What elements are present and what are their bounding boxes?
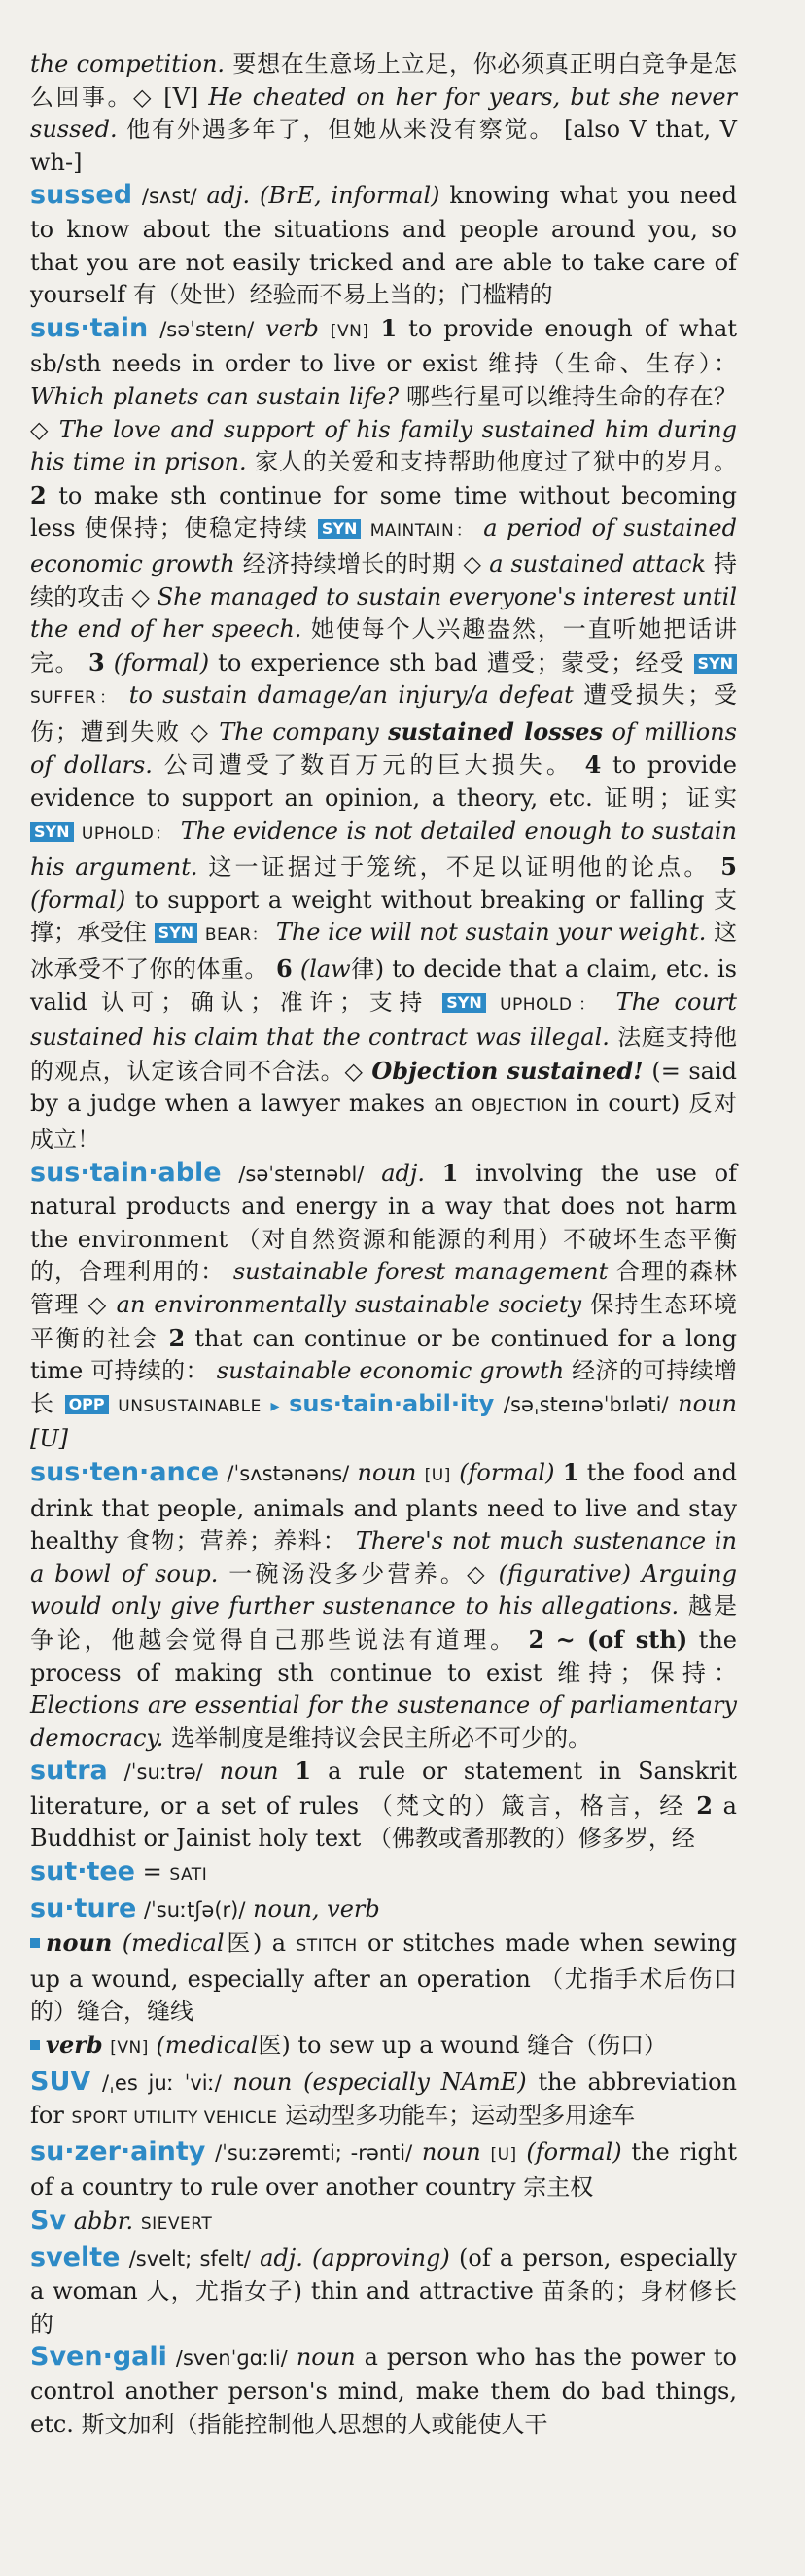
entry-sustenance <box>30 1456 737 1755</box>
translation: 运动型多功能车；运动型多用途车 <box>285 2102 636 2130</box>
derivative-pronunciation: /səˌsteɪnəˈbɪləti/ <box>503 1392 669 1416</box>
register-label: (especially NAmE) <box>303 2068 527 2096</box>
derivative-word: sus·tain·abil·ity <box>289 1389 495 1417</box>
synonym-tag: SYN <box>442 993 486 1013</box>
register-label: (medical <box>156 2032 259 2060</box>
suture-headline <box>30 1893 737 1928</box>
synonym-word: UPHOLD： <box>81 823 173 844</box>
entry-suv <box>30 2066 737 2136</box>
register-label: (formal) <box>30 886 126 914</box>
translation: 人，尤指女子) <box>146 2278 303 2306</box>
register-label: (formal) <box>526 2138 622 2166</box>
entry-sustain <box>30 312 737 1157</box>
pronunciation: /səˈsteɪnəbl/ <box>238 1162 365 1186</box>
example: to sustain damage/an injury/a defeat <box>128 681 574 710</box>
headword: sutra <box>30 1756 108 1787</box>
grammar-label: [VN] <box>110 2038 149 2059</box>
example: a period of sustained economic growth <box>30 514 737 577</box>
synonym-word: MAINTAIN： <box>369 521 474 541</box>
translation: 持续的攻击 ◇ <box>30 549 737 610</box>
example: sustainable economic growth <box>216 1357 565 1385</box>
translation: 维持；保持： <box>557 1658 737 1687</box>
part-of-speech: adj. <box>381 1159 425 1187</box>
translation: 宗主权 <box>523 2174 594 2202</box>
register-label: (approving) <box>312 2244 450 2272</box>
headword: su·ture <box>30 1893 137 1924</box>
register-label: (BrE, informal) <box>260 182 440 210</box>
example: The ice will not sustain your weight. <box>275 919 707 947</box>
definition: a <box>271 1930 287 1958</box>
grammar-label: [VN] <box>330 321 369 341</box>
example: The court sustained his claim that the contract was illegal. <box>30 988 737 1052</box>
synonym-tag: SYN <box>155 923 198 943</box>
example: He cheated on her for years, but she never sussed. <box>30 83 737 144</box>
part-of-speech: adj. <box>206 182 251 210</box>
translation: 法庭支持他的观点，认定该合同不合法。◇ <box>30 1024 738 1085</box>
square-bullet-icon <box>30 2040 40 2050</box>
example: the competition. <box>30 51 226 78</box>
example: The evidence is not detailed enough to sustain his argument. <box>30 817 737 882</box>
cross-reference: SATI <box>169 1865 208 1886</box>
example: a sustained attack <box>489 549 707 577</box>
headword: SUV <box>30 2066 91 2097</box>
translation: 经济的可持续增长 <box>30 1357 737 1417</box>
definition: to support a weight without breaking or falling <box>134 886 705 914</box>
translation: 缝合（伤口） <box>527 2032 668 2060</box>
grammar-label: [U] <box>490 2144 517 2165</box>
translation: 家人的关爱和支持帮助他度过了狱中的岁月。 <box>255 448 737 476</box>
entry-continuation <box>30 49 737 179</box>
translation: 她使每个人兴趣盎然，一直听她把话讲完。 <box>30 615 737 677</box>
headword: Sven·gali <box>30 2342 167 2373</box>
translation: 这一证据过于笼统，不足以证明他的论点。 <box>208 853 711 882</box>
grammar-label: [U] <box>424 1465 451 1485</box>
translation: 一碗汤没多少营养。◇ <box>228 1559 488 1587</box>
translation: 越是争论，他越会觉得自己那些说法有道理。 <box>30 1592 738 1654</box>
translation: 选举制度是维持议会民主所必不可少的。 <box>171 1723 592 1752</box>
sense-number: 5 <box>720 853 737 882</box>
headword: su·zer·ainty <box>30 2136 206 2167</box>
pronunciation: /ˈsuːzəremti; -rənti/ <box>215 2141 413 2165</box>
headword: sussed <box>30 180 133 211</box>
sense-number: 4 <box>584 750 602 780</box>
entry-sv <box>30 2205 737 2242</box>
translation: 认可；确认；准许；支持 <box>100 988 429 1016</box>
example: sustainable forest management <box>232 1258 609 1286</box>
pronunciation: /svelt; sfelt/ <box>128 2246 251 2271</box>
register-label: (medical <box>122 1930 225 1958</box>
definition: to experience sth bad <box>218 648 478 677</box>
part-of-speech: adj. <box>260 2244 303 2272</box>
sense-number: 2 <box>528 1624 545 1654</box>
sense-number: 1 <box>441 1158 459 1187</box>
translation: 他有外遇多年了，但她从来没有察觉。 <box>126 116 555 144</box>
translation: （佛教或耆那教的）修多罗，经 <box>368 1825 695 1853</box>
headword: sus·ten·ance <box>30 1456 220 1487</box>
pronunciation: /svenˈɡɑːli/ <box>175 2347 288 2371</box>
synonym-tag: SYN <box>30 822 74 842</box>
translation: （对自然资源和能源的利用）不破坏生态平衡的，合理利用的： <box>30 1225 737 1286</box>
definition: the food and drink that people, animals and plants need to live and stay healthy <box>30 1458 737 1555</box>
definition: thin and attractive <box>310 2278 534 2306</box>
part-of-speech: noun <box>232 2068 293 2096</box>
cross-reference: SIEVERT <box>140 2214 213 2234</box>
example: Which planets can sustain life? <box>30 382 400 410</box>
translation: （尤指手术后伤口的）缝合，缝线 <box>30 1965 738 2026</box>
entry-suture <box>30 1893 737 2066</box>
pronunciation: /səˈsteɪn/ <box>159 317 255 341</box>
pronunciation: /ˈsʌstənəns/ <box>227 1461 350 1485</box>
definition: to provide enough of what sb/sth needs in order to live or exist <box>30 314 737 378</box>
definition: a person who has the power to control another person's mind, make them do bad things, etc. <box>30 2344 737 2438</box>
cross-reference: SPORT UTILITY VEHICLE <box>71 2108 278 2129</box>
entry-sussed <box>30 179 737 311</box>
translation: （梵文的）箴言，格言，经 <box>368 1792 686 1820</box>
translation: 维持（生命、生存）： <box>488 350 738 378</box>
definition: the abbreviation for <box>30 2068 737 2130</box>
pronunciation: /sʌst/ <box>141 185 197 209</box>
example-collocation: sustained losses <box>388 716 604 746</box>
translation: 反对成立！ <box>30 1090 738 1153</box>
translation: 有（处世）经验而不易上当的；门槛精的 <box>132 281 553 309</box>
grammar-label: [V] <box>163 83 199 111</box>
translation: 经济持续增长的时期 ◇ <box>242 549 482 577</box>
register-translation: 医) <box>258 2032 291 2060</box>
sense-number: 1 <box>380 313 398 342</box>
grammar-pattern: ~ (of sth) <box>555 1624 688 1654</box>
translation: 食物；营养；养料： <box>126 1527 347 1555</box>
sense-number: 6 <box>276 955 293 984</box>
translation: 遭受损失；受伤；遭到失败 ◇ <box>30 681 737 746</box>
example-phrase: Objection sustained! <box>371 1056 644 1085</box>
register-label: (law <box>299 956 351 984</box>
translation: 合理的森林管理 ◇ <box>30 1258 737 1318</box>
translation: 支撑；承受住 <box>30 886 737 947</box>
translation: 公司遭受了数百万元的巨大损失。 <box>163 751 574 780</box>
example: (figurative) Arguing would only give further sustenance to his allegations. <box>30 1559 737 1620</box>
translation: 哪些行星可以维持生命的存在？◇ <box>30 382 737 443</box>
synonym-tag: SYN <box>694 654 738 674</box>
definition: involving the use of natural products and energy in a way that does not harm the environment <box>30 1159 737 1253</box>
register-translation: 医) <box>224 1930 262 1958</box>
definition: knowing what you need to know about the situations and people around you, so that you are not easily tricked and are able to take care of yourself <box>30 182 737 309</box>
register-label: (formal) <box>113 648 210 677</box>
translation: 这冰承受不了你的体重。 <box>30 919 737 984</box>
definition: to make sth continue for some time without becoming less <box>30 481 737 542</box>
suture-verb-sense <box>30 2029 737 2066</box>
opposite-tag: OPP <box>65 1395 109 1414</box>
sense-number: 3 <box>88 647 105 677</box>
headword: sus·tain·able <box>30 1157 222 1188</box>
translation: 保持生态环境平衡的社会 <box>30 1290 737 1352</box>
translation: 斯文加利（指能控制他人思想的人或能使人干 <box>81 2410 548 2438</box>
example: of millions of dollars. <box>30 717 737 780</box>
example: The company <box>219 717 379 746</box>
sense-number: 1 <box>295 1757 312 1786</box>
grammar-note: [also V that, V wh-] <box>30 116 737 176</box>
headword: Sv <box>30 2206 67 2236</box>
definition: the right of a country to rule over another country <box>30 2138 737 2202</box>
definition: to decide that a claim, etc. is valid <box>30 956 737 1016</box>
entry-suzerainty <box>30 2136 737 2205</box>
definition: to sew up a wound <box>298 2032 520 2060</box>
part-of-speech: noun <box>421 2138 481 2166</box>
pronunciation: /ˈsuːtʃə(r)/ <box>143 1897 246 1922</box>
translation: 遭受；蒙受；经受 <box>486 648 685 677</box>
example: There's not much sustenance in a bowl of soup. <box>30 1527 738 1587</box>
pronunciation: /ˈsuːtrə/ <box>123 1760 203 1785</box>
synonym-word: SUFFER： <box>30 688 120 709</box>
definition: to provide evidence to support an opinion, a theory, etc. <box>30 751 737 813</box>
definition: a rule or statement in Sanskrit literature, or a set of rules <box>30 1758 737 1820</box>
synonym-tag: SYN <box>318 519 362 539</box>
part-of-speech: abbr. <box>73 2208 134 2235</box>
translation: 苗条的；身材修长的 <box>30 2278 737 2338</box>
translation: 可持续的： <box>90 1357 209 1385</box>
synonym-word: UPHOLD： <box>500 994 603 1015</box>
part-of-speech: verb <box>265 314 319 342</box>
derivative-pos: noun [U] <box>30 1389 737 1453</box>
translation: 要想在生意场上立足，你必须真正明白竞争是怎么回事。◇ <box>30 51 737 111</box>
part-of-speech: noun, verb <box>253 1895 380 1923</box>
register-label: (formal) <box>459 1458 555 1486</box>
sense-number: 2 <box>696 1791 713 1820</box>
pronunciation: /ˌes juː ˈviː/ <box>102 2071 222 2095</box>
example: Elections are essential for the sustenance of parliamentary democracy. <box>30 1691 737 1752</box>
translation: 使保持；使稳定持续 <box>84 514 309 542</box>
suture-noun-sense <box>30 1927 737 2029</box>
headword: sus·tain <box>30 312 149 343</box>
entry-svengali <box>30 2341 737 2441</box>
square-bullet-icon <box>30 1938 40 1948</box>
register-translation: 律) <box>350 956 385 984</box>
example: She managed to sustain everyone's interest until the end of her speech. <box>30 582 738 644</box>
pos-label: noun <box>46 1929 113 1958</box>
entry-suttee <box>30 1856 737 1893</box>
definition: the process of making sth continue to exist <box>30 1625 737 1687</box>
derivative-arrow-icon: ▸ <box>270 1395 280 1416</box>
part-of-speech: noun <box>219 1758 279 1786</box>
opposite-word: UNSUSTAINABLE <box>118 1396 262 1416</box>
example: The love and support of his family sustained him during his time in prison. <box>30 415 737 476</box>
cross-reference: STITCH <box>296 1936 358 1957</box>
equals-sign: = <box>142 1859 162 1887</box>
headword: sut·tee <box>30 1857 135 1888</box>
pos-label: verb <box>46 2031 103 2060</box>
headword: svelte <box>30 2242 121 2273</box>
definition: (of a person, especially a woman <box>30 2244 737 2306</box>
definition: in court) <box>577 1090 681 1118</box>
entry-svelte <box>30 2242 737 2342</box>
sense-number: 2 <box>168 1323 186 1352</box>
part-of-speech: noun <box>296 2344 356 2372</box>
example: an environmentally sustainable society <box>116 1290 582 1318</box>
definition: a Buddhist or Jainist holy text <box>30 1792 737 1853</box>
translation: 证明；证实 <box>604 784 737 813</box>
entry-sustainable <box>30 1157 737 1456</box>
cross-reference: OBJECTION <box>472 1097 568 1117</box>
synonym-word: BEAR： <box>204 925 269 946</box>
definition: or stitches made when sewing up a wound, especially after an operation <box>30 1930 737 1993</box>
definition: that can continue or be continued for a long time <box>30 1324 738 1385</box>
definition: (= said by a judge when a lawyer makes an <box>30 1057 737 1118</box>
sense-number: 2 <box>30 480 47 509</box>
entry-sutra <box>30 1755 737 1856</box>
part-of-speech: noun <box>357 1458 417 1486</box>
sense-number: 1 <box>562 1457 579 1486</box>
